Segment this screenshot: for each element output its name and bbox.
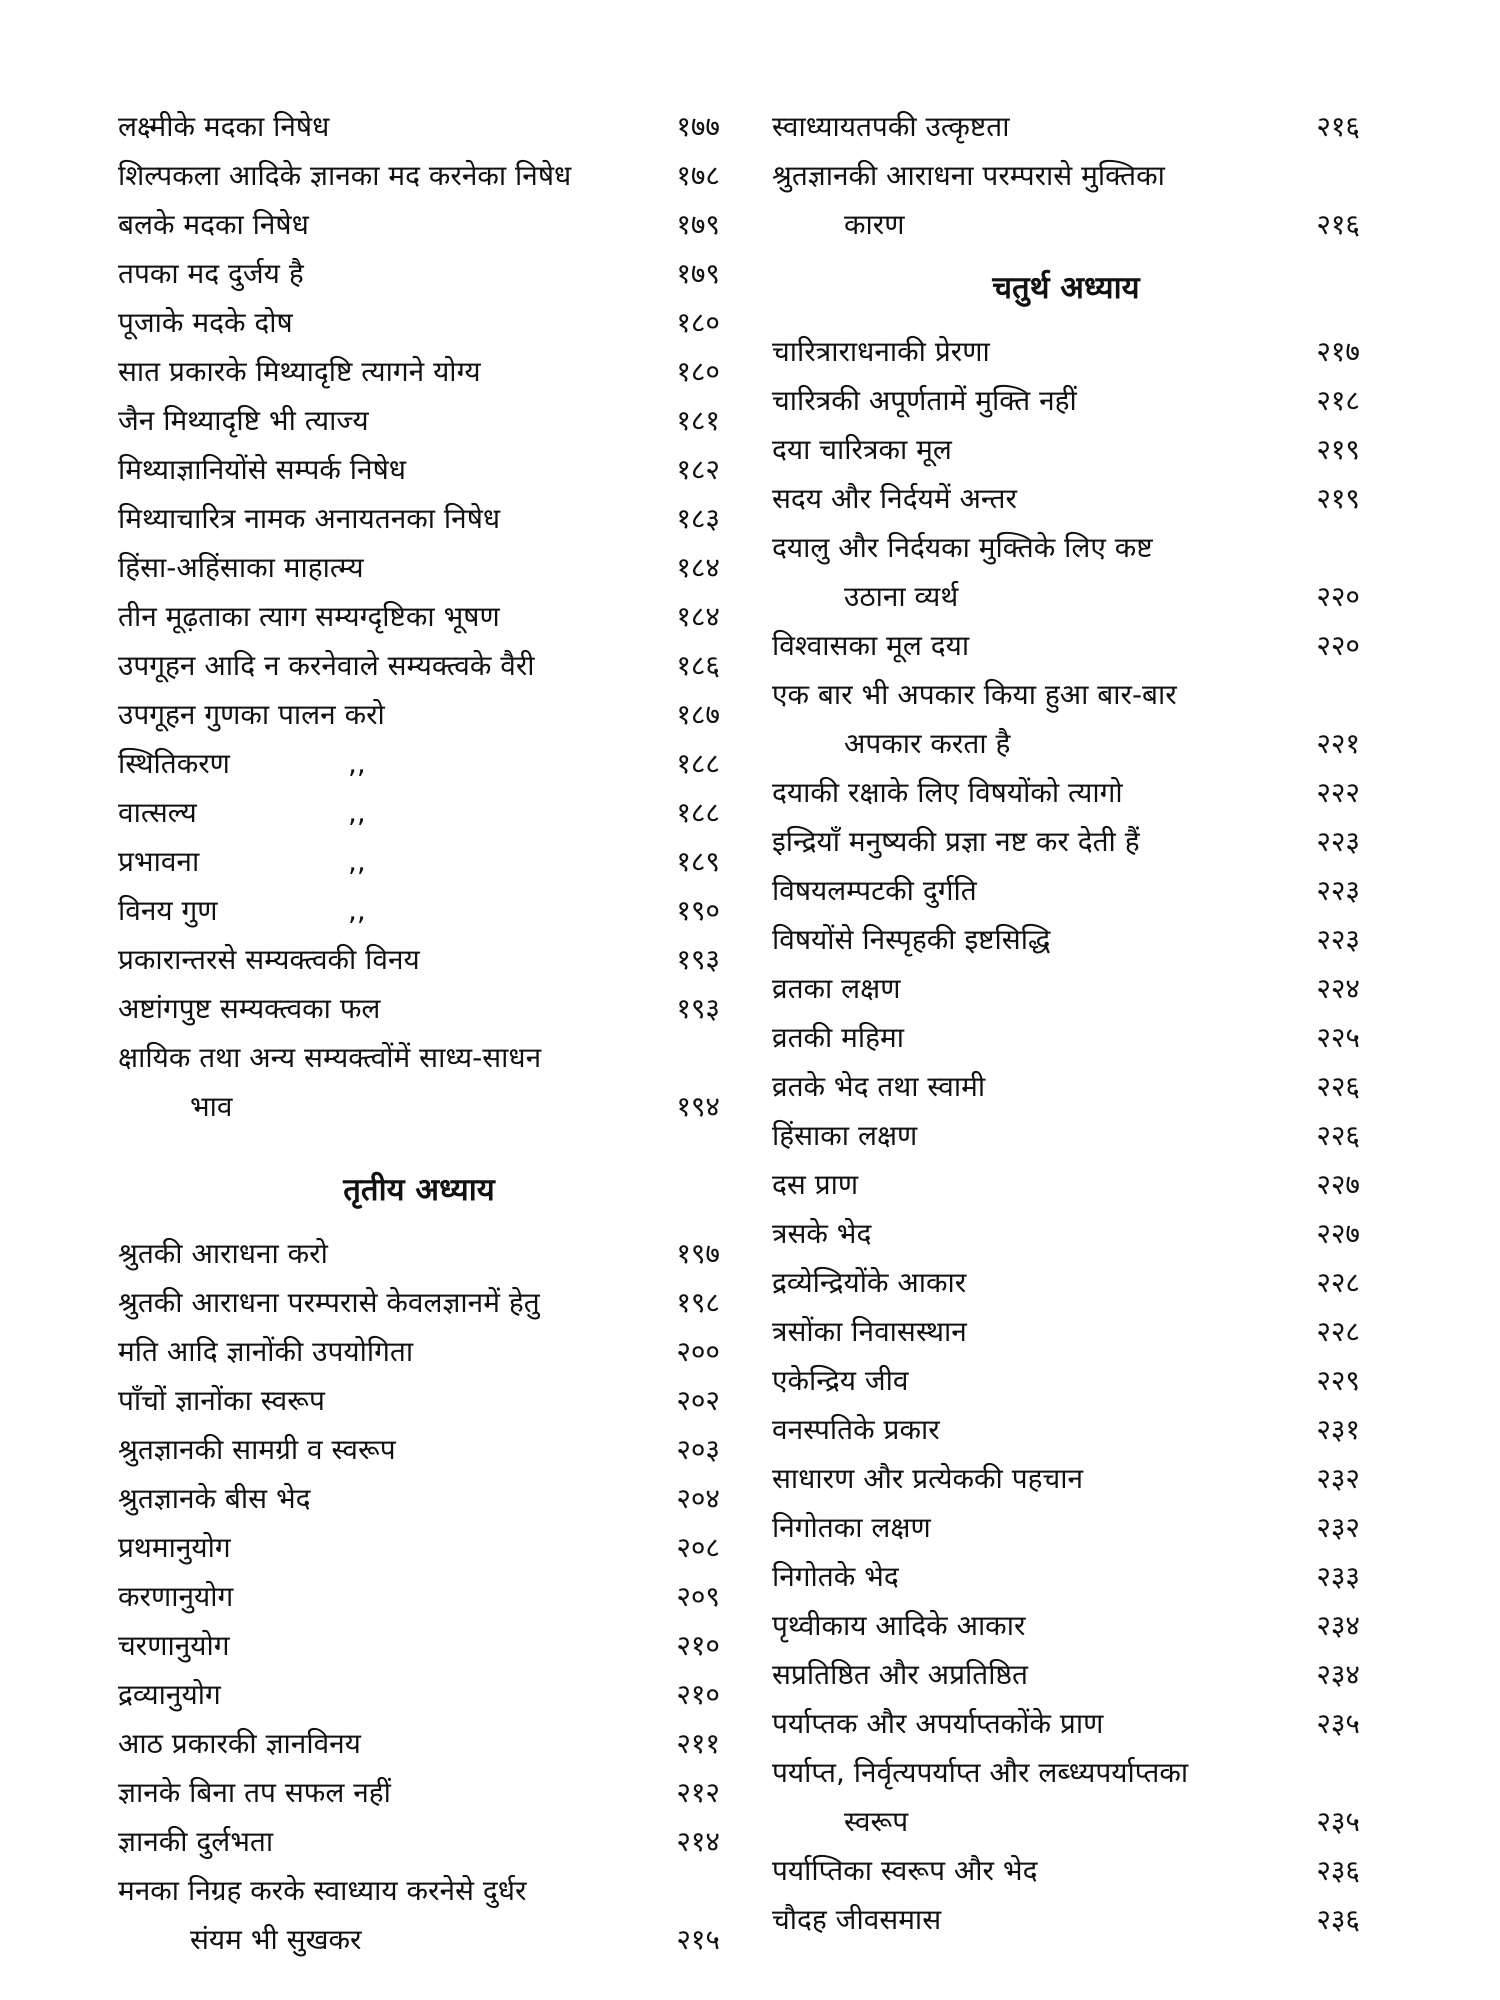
entry-title: सात प्रकारके मिथ्यादृष्टि त्यागने योग्य	[118, 355, 481, 388]
page-number: १९४	[676, 1090, 720, 1123]
page-number: २२३	[1316, 923, 1360, 956]
page-number: १७८	[676, 159, 720, 192]
entry-title-line1: श्रुतज्ञानकी आराधना परम्परासे मुक्तिका	[772, 159, 1165, 192]
toc-entry	[772, 474, 1360, 523]
page-number: १८८	[676, 747, 720, 780]
toc-entry-line	[118, 1033, 720, 1082]
toc-entry	[118, 837, 720, 886]
entry-title: त्रसोंका निवासस्थान	[772, 1315, 967, 1348]
page-number: २१५	[676, 1923, 720, 1956]
entries-group	[118, 102, 720, 739]
entries-group	[772, 621, 1360, 670]
entries-group	[772, 102, 1360, 151]
page-number: २२०	[1316, 629, 1360, 662]
entry-title: विश्वासका मूल दया	[772, 629, 970, 662]
entry-title: चारित्राराधनाकी प्रेरणा	[772, 335, 990, 368]
entry-title: व्रतकी महिमा	[772, 1021, 905, 1054]
page-number: २२२	[1316, 776, 1360, 809]
entries-group	[118, 935, 720, 1033]
entry-title: आठ प्रकारकी ज्ञानविनय	[118, 1727, 361, 1760]
entry-title-line1: एक बार भी अपकार किया हुआ बार-बार	[772, 678, 1177, 711]
toc-entry-line	[772, 151, 1360, 200]
toc-entry	[118, 592, 720, 641]
page-number: १७९	[676, 208, 720, 241]
page-number: २२६	[1316, 1070, 1360, 1103]
entry-title: उपगूहन गुणका पालन करो	[118, 698, 385, 731]
entry-title: वनस्पतिके प्रकार	[772, 1413, 940, 1446]
entry-title: चौदह जीवसमास	[772, 1903, 942, 1936]
toc-entry	[118, 1817, 720, 1866]
toc-entry	[772, 1258, 1360, 1307]
page-number: १७७	[676, 110, 720, 143]
page-number: १८७	[676, 698, 720, 731]
entry-title: पूजाके मदके दोष	[118, 306, 293, 339]
toc-entry	[772, 1895, 1360, 1944]
entry-title: प्रभावना	[118, 845, 200, 878]
page-number: २१९	[1316, 482, 1360, 515]
toc-entry	[772, 1699, 1360, 1748]
page-number: २१२	[676, 1776, 720, 1809]
toc-entry	[118, 690, 720, 739]
toc-entry	[772, 1650, 1360, 1699]
toc-entry	[772, 376, 1360, 425]
page-number: २०२	[676, 1384, 720, 1417]
toc-entry	[118, 249, 720, 298]
page-number: २३५	[1316, 1805, 1360, 1838]
toc-entry	[772, 1307, 1360, 1356]
toc-entry	[118, 347, 720, 396]
page-number: १९७	[676, 1237, 720, 1270]
entry-title: द्रव्यानुयोग	[118, 1678, 221, 1711]
ditto-mark: ,,	[348, 747, 366, 780]
page-number: २२७	[1316, 1217, 1360, 1250]
page-number: २३५	[1316, 1707, 1360, 1740]
toc-entry	[118, 543, 720, 592]
entry-title-line1: दयालु और निर्दयका मुक्तिके लिए कष्ट	[772, 531, 1153, 564]
page-number: २२३	[1316, 874, 1360, 907]
toc-entry	[118, 102, 720, 151]
toc-entry	[118, 788, 720, 837]
entry-title: मिथ्याज्ञानियोंसे सम्पर्क निषेध	[118, 453, 406, 486]
toc-entry-line	[772, 523, 1360, 572]
entry-title: व्रतके भेद तथा स्वामी	[772, 1070, 986, 1103]
entry-title: अष्टांगपुष्ट सम्यक्त्वका फल	[118, 992, 381, 1025]
entry-title: त्रसके भेद	[772, 1217, 872, 1250]
entry-title: श्रुतकी आराधना करो	[118, 1237, 328, 1270]
ditto-entries-group	[118, 739, 720, 935]
toc-entry-line	[772, 670, 1360, 719]
toc-entry	[118, 1229, 720, 1278]
entry-title: बलके मदका निषेध	[118, 208, 309, 241]
entry-title: शिल्पकला आदिके ज्ञानका मद करनेका निषेध	[118, 159, 572, 192]
chapter-4-heading: चतुर्थ अध्याय	[992, 270, 1140, 306]
toc-entry	[772, 1552, 1360, 1601]
page-number: २१७	[1316, 335, 1360, 368]
page-number: २०९	[676, 1580, 720, 1613]
entry-title: पाँचों ज्ञानोंका स्वरूप	[118, 1384, 325, 1417]
entry-title-group	[118, 886, 658, 935]
toc-entry	[118, 445, 720, 494]
toc-entry	[118, 1523, 720, 1572]
toc-entry	[118, 641, 720, 690]
section-gap	[118, 1131, 720, 1151]
toc-entry	[118, 886, 720, 935]
entry-title: दया चारित्रका मूल	[772, 433, 952, 466]
page-number: १८३	[676, 502, 720, 535]
entry-title-line1: मनका निग्रह करके स्वाध्याय करनेसे दुर्धर	[118, 1874, 527, 1907]
toc-entry	[772, 1601, 1360, 1650]
entry-title-line1: पर्याप्त, निर्वृत्यपर्याप्त और लब्ध्यपर्याप्तका	[772, 1756, 1189, 1789]
page-number: २१८	[1316, 384, 1360, 417]
entry-title-line2: कारण	[844, 208, 905, 241]
toc-entry	[118, 396, 720, 445]
toc-entry-line	[772, 1797, 1360, 1846]
page-number: २३६	[1316, 1903, 1360, 1936]
toc-entry	[118, 935, 720, 984]
toc-entry	[772, 1209, 1360, 1258]
toc-entry-line	[772, 572, 1360, 621]
page-number: २२०	[1316, 580, 1360, 613]
toc-entry	[772, 1454, 1360, 1503]
page-number: २३४	[1316, 1658, 1360, 1691]
page-number: २२५	[1316, 1021, 1360, 1054]
entry-title-group	[118, 739, 658, 788]
toc-entry-line	[772, 200, 1360, 249]
toc-entry	[118, 298, 720, 347]
page-number: १८८	[676, 796, 720, 829]
entry-title: ज्ञानकी दुर्लभता	[118, 1825, 274, 1858]
left-column	[118, 102, 720, 1964]
entry-title: निगोतके भेद	[772, 1560, 899, 1593]
page-number: २२९	[1316, 1364, 1360, 1397]
entry-title-line2: उठाना व्यर्थ	[844, 580, 959, 613]
entry-title: चारित्रकी अपूर्णतामें मुक्ति नहीं	[772, 384, 1077, 417]
wrapped-entry	[118, 1866, 720, 1964]
toc-entry	[118, 1327, 720, 1376]
entry-title: व्रतका लक्षण	[772, 972, 901, 1005]
page-number: २१४	[676, 1825, 720, 1858]
page-number: १८१	[676, 404, 720, 437]
entry-title: सप्रतिष्ठित और अप्रतिष्ठित	[772, 1658, 1028, 1691]
page-number: २०८	[676, 1531, 720, 1564]
toc-entry-line	[772, 719, 1360, 768]
toc-entry	[772, 1160, 1360, 1209]
entry-title: हिंसाका लक्षण	[772, 1119, 918, 1152]
toc-entry	[118, 1572, 720, 1621]
entries-group	[772, 327, 1360, 523]
page-number: २११	[676, 1727, 720, 1760]
toc-entry	[772, 1405, 1360, 1454]
toc-entry	[772, 915, 1360, 964]
entry-title: मति आदि ज्ञानोंकी उपयोगिता	[118, 1335, 414, 1368]
toc-entry	[772, 425, 1360, 474]
ditto-mark: ,,	[348, 796, 366, 829]
entry-title: श्रुतकी आराधना परम्परासे केवलज्ञानमें हेतु	[118, 1286, 540, 1319]
entries-group	[118, 1229, 720, 1866]
page-number: २२७	[1316, 1168, 1360, 1201]
entry-title: लक्ष्मीके मदका निषेध	[118, 110, 330, 143]
entries-group	[772, 1846, 1360, 1944]
page-number: २२८	[1316, 1266, 1360, 1299]
page-number: १८९	[676, 845, 720, 878]
toc-entry	[772, 1013, 1360, 1062]
entry-title-line2: अपकार करता है	[844, 727, 1011, 760]
entry-title: वात्सल्य	[118, 796, 197, 829]
wrapped-entry	[772, 151, 1360, 249]
page-number: १९८	[676, 1286, 720, 1319]
toc-entry	[118, 1670, 720, 1719]
entry-title: मिथ्याचारित्र नामक अनायतनका निषेध	[118, 502, 501, 535]
entry-title: ज्ञानके बिना तप सफल नहीं	[118, 1776, 391, 1809]
entry-title: विषयलम्पटकी दुर्गति	[772, 874, 977, 907]
right-column	[772, 102, 1360, 1944]
entry-title: हिंसा-अहिंसाका माहात्म्य	[118, 551, 364, 584]
toc-entry	[118, 1719, 720, 1768]
page-number: २०४	[676, 1482, 720, 1515]
page-number: २३४	[1316, 1609, 1360, 1642]
entry-title: पर्याप्तक और अपर्याप्तकोंके प्राण	[772, 1707, 1104, 1740]
toc-entry	[118, 200, 720, 249]
page-number: २१६	[1316, 208, 1360, 241]
toc-entry	[118, 1278, 720, 1327]
entry-title: प्रथमानुयोग	[118, 1531, 231, 1564]
ditto-mark: ,,	[348, 894, 366, 927]
page-number: १८०	[676, 306, 720, 339]
toc-entry-line	[118, 1866, 720, 1915]
entry-title: स्वाध्यायतपकी उत्कृष्टता	[772, 110, 1010, 143]
entry-title: चरणानुयोग	[118, 1629, 230, 1662]
page-number: २२४	[1316, 972, 1360, 1005]
toc-entry	[772, 1846, 1360, 1895]
page-number: २३६	[1316, 1854, 1360, 1887]
page-number: २२३	[1316, 825, 1360, 858]
entry-title: तपका मद दुर्जय है	[118, 257, 304, 290]
entry-title: साधारण और प्रत्येककी पहचान	[772, 1462, 1084, 1495]
toc-entry	[772, 1062, 1360, 1111]
entry-title: स्थितिकरण	[118, 747, 230, 780]
entry-title: श्रुतज्ञानकी सामग्री व स्वरूप	[118, 1433, 396, 1466]
toc-entry	[118, 494, 720, 543]
entry-title-line2: संयम भी सुखकर	[190, 1923, 362, 1956]
page-number: २०३	[676, 1433, 720, 1466]
toc-entry	[118, 1621, 720, 1670]
toc-entry	[772, 621, 1360, 670]
toc-entry	[772, 768, 1360, 817]
toc-entry	[772, 817, 1360, 866]
entry-title: इन्द्रियाँ मनुष्यकी प्रज्ञा नष्ट कर देती हैं	[772, 825, 1140, 858]
toc-entry	[772, 1111, 1360, 1160]
page-number: १९३	[676, 992, 720, 1025]
page-number: १८०	[676, 355, 720, 388]
entry-title: तीन मूढ़ताका त्याग सम्यग्दृष्टिका भूषण	[118, 600, 500, 633]
toc-entry	[118, 984, 720, 1033]
toc-entry	[118, 1425, 720, 1474]
entry-title: दयाकी रक्षाके लिए विषयोंको त्यागो	[772, 776, 1123, 809]
entry-title: पर्याप्तिका स्वरूप और भेद	[772, 1854, 1038, 1887]
toc-entry	[772, 327, 1360, 376]
page-number: २३१	[1316, 1413, 1360, 1446]
wrapped-entry	[772, 1748, 1360, 1846]
wrapped-entry	[118, 1033, 720, 1131]
page-number: १८२	[676, 453, 720, 486]
toc-entry	[118, 1376, 720, 1425]
page-number: २१०	[676, 1678, 720, 1711]
toc-entry	[118, 1768, 720, 1817]
entry-title: पृथ्वीकाय आदिके आकार	[772, 1609, 1026, 1642]
entry-title-group	[118, 837, 658, 886]
toc-entry-line	[118, 1082, 720, 1131]
entry-title: एकेन्द्रिय जीव	[772, 1364, 909, 1397]
toc-entry	[772, 102, 1360, 151]
page-number: २३२	[1316, 1511, 1360, 1544]
page-number: १८४	[676, 600, 720, 633]
entry-title: प्रकारान्तरसे सम्यक्त्वकी विनय	[118, 943, 420, 976]
toc-entry	[772, 964, 1360, 1013]
toc-entry	[118, 739, 720, 788]
entry-title: श्रुतज्ञानके बीस भेद	[118, 1482, 311, 1515]
toc-entry-line	[772, 1748, 1360, 1797]
entry-title: सदय और निर्दयमें अन्तर	[772, 482, 1017, 515]
ditto-mark: ,,	[348, 845, 366, 878]
entry-title: विषयोंसे निस्पृहकी इष्टसिद्धि	[772, 923, 1051, 956]
page-number: १९३	[676, 943, 720, 976]
page-number: २१०	[676, 1629, 720, 1662]
page-number: १८६	[676, 649, 720, 682]
chapter-3-heading: तृतीय अध्याय	[343, 1172, 495, 1208]
entry-title: करणानुयोग	[118, 1580, 234, 1613]
page-number: १८४	[676, 551, 720, 584]
page-number: २१९	[1316, 433, 1360, 466]
toc-entry	[118, 1474, 720, 1523]
page-number: २००	[676, 1335, 720, 1368]
entry-title: विनय गुण	[118, 894, 218, 927]
wrapped-entry	[772, 670, 1360, 768]
wrapped-entry	[772, 523, 1360, 621]
page-number: २२८	[1316, 1315, 1360, 1348]
entry-title-group	[118, 788, 658, 837]
page-number: २१६	[1316, 110, 1360, 143]
entries-group	[772, 768, 1360, 1748]
page-number: २३२	[1316, 1462, 1360, 1495]
toc-entry	[772, 1503, 1360, 1552]
entry-title-line1: क्षायिक तथा अन्य सम्यक्त्वोंमें साध्य-साधन	[118, 1041, 542, 1074]
toc-entry	[772, 866, 1360, 915]
page-number: २२१	[1316, 727, 1360, 760]
entry-title: निगोतका लक्षण	[772, 1511, 931, 1544]
entry-title: द्रव्येन्द्रियोंके आकार	[772, 1266, 967, 1299]
entry-title: उपगूहन आदि न करनेवाले सम्यक्त्वके वैरी	[118, 649, 535, 682]
page-number: २२६	[1316, 1119, 1360, 1152]
toc-entry	[772, 1356, 1360, 1405]
page-number: १७९	[676, 257, 720, 290]
entry-title-line2: स्वरूप	[844, 1805, 909, 1838]
entry-title: दस प्राण	[772, 1168, 859, 1201]
toc-entry	[118, 151, 720, 200]
toc-entry-line	[118, 1915, 720, 1964]
entry-title: जैन मिथ्यादृष्टि भी त्याज्य	[118, 404, 369, 437]
page-number: १९०	[676, 894, 720, 927]
page-number: २३३	[1316, 1560, 1360, 1593]
entry-title-line2: भाव	[190, 1090, 233, 1123]
